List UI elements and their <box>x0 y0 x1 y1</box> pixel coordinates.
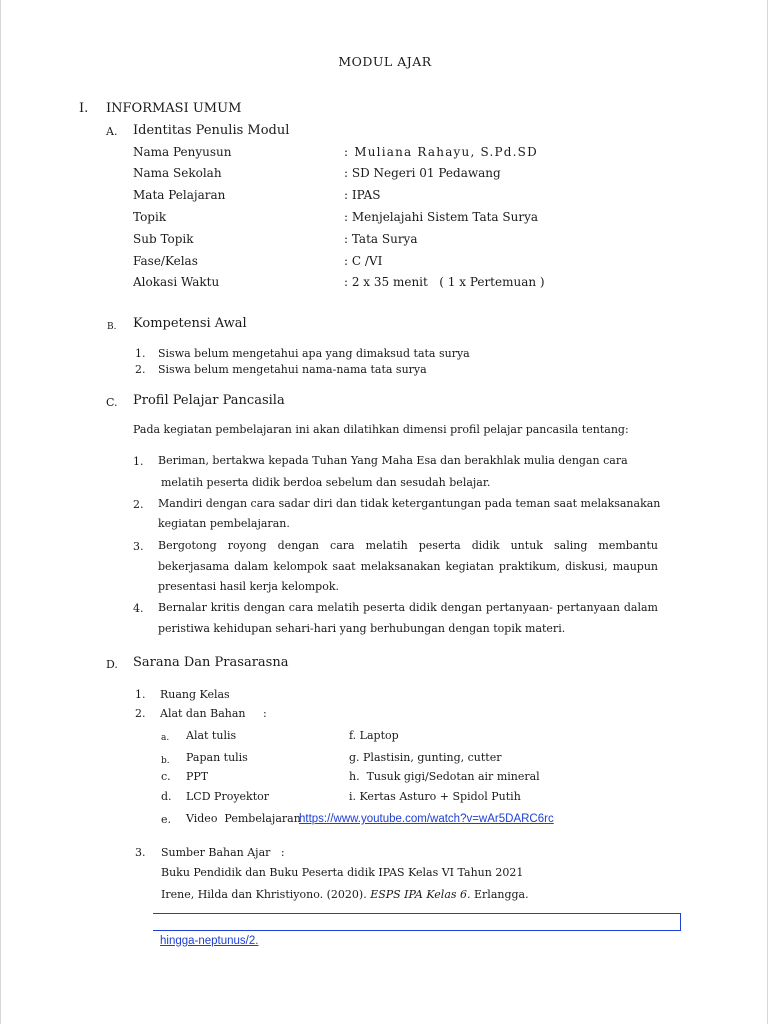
list-number: 1. <box>135 347 146 360</box>
tool-item: PPT <box>186 770 209 783</box>
subsection-a-title: Identitas Penulis Modul <box>133 123 290 138</box>
list-item: Alat dan Bahan : <box>160 707 267 720</box>
identity-label: Topik <box>133 210 167 224</box>
identity-value: : 2 x 35 menit ( 1 x Pertemuan ) <box>344 275 545 289</box>
identity-label: Sub Topik <box>133 232 194 246</box>
list-item-line: Beriman, bertakwa kepada Tuhan Yang Maha Esa dan berakhlak mulia dengan cara <box>158 454 628 467</box>
video-label: Video Pembelajaran <box>186 812 305 825</box>
tool-item: g. Plastisin, gunting, cutter <box>349 751 502 764</box>
subsection-c-letter: C. <box>106 396 118 409</box>
identity-value: : SD Negeri 01 Pedawang <box>344 166 501 180</box>
identity-label: Nama Sekolah <box>133 166 222 180</box>
identity-label: Nama Penyusun <box>133 145 232 159</box>
identity-label: Mata Pelajaran <box>133 188 226 202</box>
identity-value: : Tata Surya <box>344 232 418 246</box>
intro-paragraph: Pada kegiatan pembelajaran ini akan dilatihkan dimensi profil pelajar pancasila tentang: <box>133 423 629 436</box>
identity-label: Fase/Kelas <box>133 254 198 268</box>
list-item-line: Bergotong royong dengan cara melatih peserta didik untuk saling membantu <box>158 539 658 552</box>
tool-marker: b. <box>161 756 170 766</box>
tool-marker: a. <box>161 733 170 743</box>
tool-marker: c. <box>161 770 171 783</box>
tool-marker: d. <box>161 790 172 803</box>
list-number: 1. <box>135 688 146 701</box>
list-item-line: presentasi hasil kerja kelompok. <box>158 580 339 593</box>
list-number: 4. <box>133 602 144 615</box>
list-number: 2. <box>135 707 146 720</box>
tool-item: Alat tulis <box>186 729 237 742</box>
subsection-b-title: Kompetensi Awal <box>133 316 247 331</box>
list-item-line: peristiwa kehidupan sehari-hari yang berhubungan dengan topik materi. <box>158 622 566 635</box>
list-number: 2. <box>135 363 146 376</box>
list-number: 2. <box>133 498 144 511</box>
list-number: 3. <box>133 540 144 553</box>
source-line <box>161 888 529 902</box>
source-link[interactable]: hingga-neptunus/2. <box>160 935 259 947</box>
tool-item: Papan tulis <box>186 751 248 764</box>
identity-label: Alokasi Waktu <box>133 275 220 289</box>
list-item: Ruang Kelas <box>160 688 230 701</box>
list-item-line: bekerjasama dalam kelompok saat melaksanakan kegiatan praktikum, diskusi, maupun <box>158 560 658 573</box>
list-number: 1. <box>133 455 144 468</box>
list-number: 3. <box>135 846 146 859</box>
identity-value: : IPAS <box>344 188 381 202</box>
tool-item: i. Kertas Asturo + Spidol Putih <box>349 790 521 803</box>
video-link[interactable]: https://www.youtube.com/watch?v=wAr5DARC6rc <box>299 813 554 825</box>
list-item-line: Bernalar kritis dengan cara melatih peserta didik dengan pertanyaan- pertanyaan dalam <box>158 601 658 614</box>
list-item-line: melatih peserta didik berdoa sebelum dan sesudah belajar. <box>161 476 491 489</box>
list-item: Siswa belum mengetahui nama-nama tata surya <box>158 363 427 376</box>
source-publisher: Erlangga. <box>470 888 529 901</box>
list-item: Siswa belum mengetahui apa yang dimaksud tata surya <box>158 347 470 360</box>
identity-value: : Menjelajahi Sistem Tata Surya <box>344 210 539 224</box>
source-line: Buku Pendidik dan Buku Peserta didik IPAS Kelas VI Tahun 2021 <box>161 866 524 879</box>
doc-title: MODUL AJAR <box>338 54 432 69</box>
section-number: I. <box>79 101 89 116</box>
subsection-d-letter: D. <box>106 658 118 671</box>
tool-item: LCD Proyektor <box>186 790 270 803</box>
tool-item: f. Laptop <box>349 729 399 742</box>
source-book-title: ESPS IPA Kelas 6. <box>370 888 471 901</box>
list-item-line: Mandiri dengan cara sadar diri dan tidak ketergantungan pada teman saat melaksanakan <box>158 497 661 510</box>
source-authors: Irene, Hilda dan Khristiyono. (2020). <box>161 888 371 901</box>
tool-marker: e. <box>161 813 172 826</box>
hyperlink-selection-box <box>153 913 681 931</box>
section-title: INFORMASI UMUM <box>106 101 242 116</box>
subsection-d-title: Sarana Dan Prasarasna <box>133 655 289 670</box>
identity-value: : Muliana Rahayu, S.Pd.SD <box>344 145 538 159</box>
identity-value: : C /VI <box>344 254 383 268</box>
subsection-a-letter: A. <box>106 125 118 138</box>
subsection-b-letter: B. <box>107 322 117 332</box>
list-item: Sumber Bahan Ajar : <box>161 846 285 859</box>
list-item-line: kegiatan pembelajaran. <box>158 517 290 530</box>
tool-item: h. Tusuk gigi/Sedotan air mineral <box>349 770 540 783</box>
subsection-c-title: Profil Pelajar Pancasila <box>133 393 285 408</box>
